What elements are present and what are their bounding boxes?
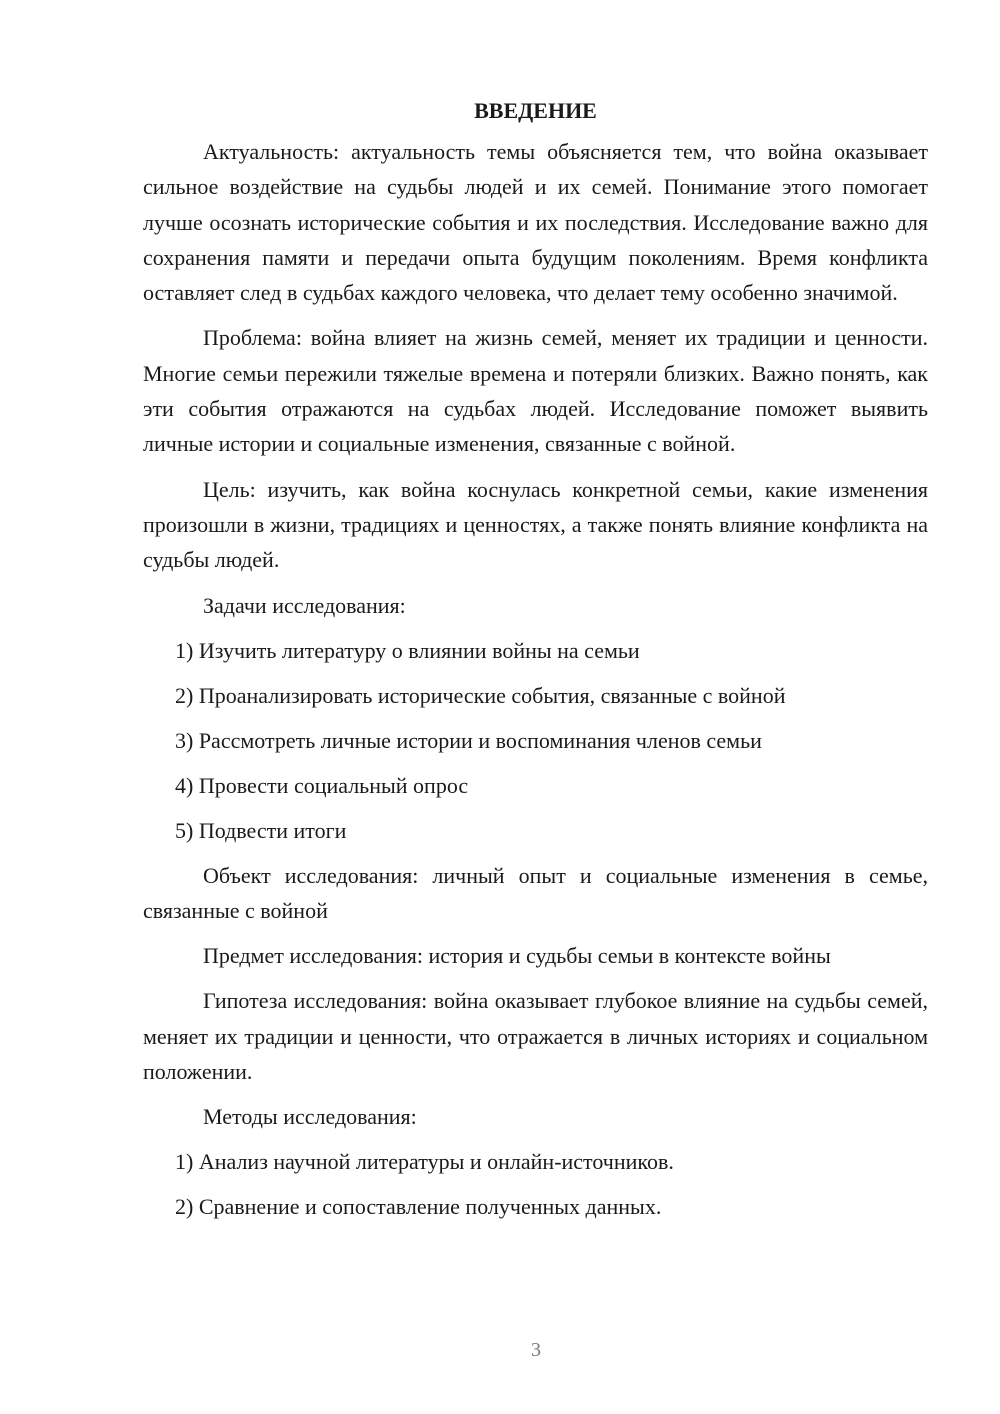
tasks-label: Задачи исследования:: [203, 592, 406, 618]
tasks-list: [143, 633, 928, 848]
subject-paragraph: Предмет исследования: история и судьбы семьи в контексте войны: [203, 943, 831, 969]
page-number: 3: [531, 1339, 541, 1361]
goal-paragraph: Цель: изучить, как война коснулась конкретной семьи, какие изменения произошли в жизни, традициях и ценностях, а также понять влияние конфликта на судьбы людей.: [143, 476, 928, 573]
task-item: 1) Изучить литературу о влиянии войны на семьи: [175, 637, 640, 663]
methods-list: [143, 1144, 928, 1224]
method-item: 1) Анализ научной литературы и онлайн-источников.: [175, 1149, 674, 1175]
task-item: 3) Рассмотреть личные истории и воспоминания членов семьи: [175, 727, 762, 753]
object-paragraph: Объект исследования: личный опыт и социальные изменения в семье, связанные с войной: [143, 862, 928, 923]
task-item: 5) Подвести итоги: [175, 817, 347, 843]
task-item: 2) Проанализировать исторические события, связанные с войной: [175, 682, 786, 708]
relevance-paragraph: Актуальность: актуальность темы объясняется тем, что война оказывает сильное воздействие на судьбы людей и их семей. Понимание этого помогает лучше осознать исторические события и их последствия. Исследование важно для сохранения памяти и передачи опыта будущим поколениям. Время конфликта оставляет след в судьбах каждого человека, что делает тему особенно значимой.: [143, 139, 928, 306]
page-content: [143, 96, 928, 1234]
method-item: 2) Сравнение и сопоставление полученных данных.: [175, 1194, 662, 1220]
methods-label: Методы исследования:: [203, 1104, 417, 1130]
task-item: 4) Провести социальный опрос: [175, 772, 469, 798]
problem-paragraph: Проблема: война влияет на жизнь семей, меняет их традиции и ценности. Многие семьи пережили тяжелые времена и потеряли близких. Важно понять, как эти события отражаются на судьбах людей. Исследование поможет выявить личные истории и социальные изменения, связанные с войной.: [143, 325, 928, 457]
hypothesis-paragraph: Гипотеза исследования: война оказывает глубокое влияние на судьбы семей, меняет их традиции и ценности, что отражается в личных историях и социальном положении.: [143, 988, 928, 1085]
section-heading: ВВЕДЕНИЕ: [474, 98, 597, 123]
